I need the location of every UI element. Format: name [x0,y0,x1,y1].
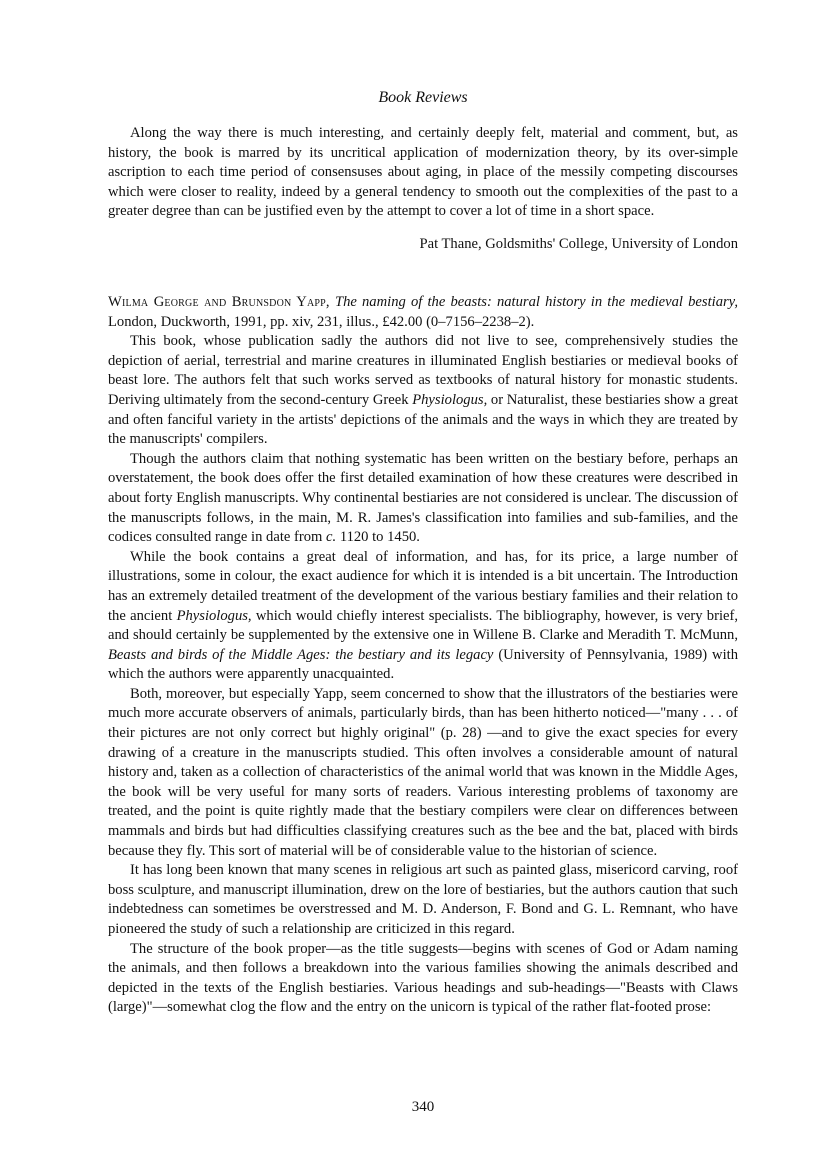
review-authors: Wilma George and Brunsdon Yapp, [108,294,330,310]
book-review [108,293,738,1018]
review-heading [108,293,738,332]
review-paragraph-5: It has long been known that many scenes in religious art such as painted glass, misericord carving, roof boss sculpture, and manuscript illumination, drew on the lore of bestiaries, but the authors caution that such indebtedness can sometimes be overstressed and M. D. Anderson, F. Bond and G. L. Remnant, who have pioneered the study of such a relationship are criticized in this regard. [108,862,738,937]
review-publication: London, Duckworth, 1991, pp. xiv, 231, illus., £42.00 (0–7156–2238–2). [108,313,535,330]
review-paragraph-3: While the book contains a great deal of information, and has, for its price, a large number of illustrations, some in colour, the exact audience for which it is intended is a bit uncertain. The Introduction has an extremely detailed treatment of the development of the various bestiary families and their relation to the ancient Physiologus, which would chiefly interest specialists. The bibliography, however, is very brief, and should certainly be supplemented by the extensive one in Willene B. Clarke and Meradith T. McMunn, Beasts and birds of the Middle Ages: the bestiary and its legacy (University of Pennsylvania, 1989) with which the authors were apparently unacquainted. [108,548,738,683]
review-paragraph-6: The structure of the book proper—as the title suggests—begins with scenes of God or Adam naming the animals, and then follows a breakdown into the various families showing the animals described and depicted in the texts of the English bestiaries. Various headings and sub-headings—"Beasts with Claws (large)"—somewhat clog the flow and the entry on the unicorn is typical of the rather flat-footed prose: [108,940,738,1016]
previous-review-end [108,124,738,255]
running-head: Book Reviews [378,89,468,106]
review-paragraph-4: Both, moreover, but especially Yapp, seem concerned to show that the illustrators of the bestiaries were much more accurate observers of animals, particularly birds, than has been hitherto noticed—"many . . . of their pictures are not only correct but highly original" (p. 28) —and to give the exact species for every drawing of a creature in the manuscripts studied. This often involves a considerable amount of natural history and, taken as a collection of characteristics of the animal world that was known in the Middle Ages, the book will be very useful for many sorts of readers. Various interesting problems of taxonomy are treated, and the point is quite rightly made that the bestiary compilers were clear on differences between mammals and birds but had difficulties classifying creatures such as the bee and the bat, placed with birds because they fly. This sort of material will be of considerable value to the historian of science. [108,685,738,859]
review-paragraph-1: This book, whose publication sadly the authors did not live to see, comprehensively studies the depiction of aerial, terrestrial and marine creatures in illuminated English bestiaries or medieval books of beast lore. The authors felt that such works served as textbooks of natural history for monastic students. Deriving ultimately from the second-century Greek Physiologus, or Naturalist, these bestiaries show a great and often fanciful variety in the artists' depictions of the animals and the ways in which they are treated by the manuscripts' compilers. [108,333,738,448]
review-book-title: The naming of the beasts: natural history in the medieval bestiary, [334,294,738,310]
page [108,0,738,1161]
review-paragraph-2: Though the authors claim that nothing systematic has been written on the bestiary before, perhaps an overstatement, the book does offer the first detailed examination of how these creatures were described in about forty English manuscripts. Why continental bestiaries are not considered is unclear. The discussion of the manuscripts follows, in the main, M. R. James's classification into families and sub-families, and the codices consulted range in date from c. 1120 to 1450. [108,450,738,546]
reviewer-signature: Pat Thane, Goldsmiths' College, University of London [419,235,738,252]
closing-paragraph: Along the way there is much interesting, and certainly deeply felt, material and comment, but, as history, the book is marred by its uncritical application of modernization theory, by its over-simple ascription to each time period of consensuses about aging, in place of the messily competing discourses which were closer to reality, indeed by a general tendency to smooth out the complexities of the past to a greater degree than can be justified even by the attempt to cover a lot of time in a short space. [108,125,738,220]
page-number: 340 [411,1099,435,1115]
